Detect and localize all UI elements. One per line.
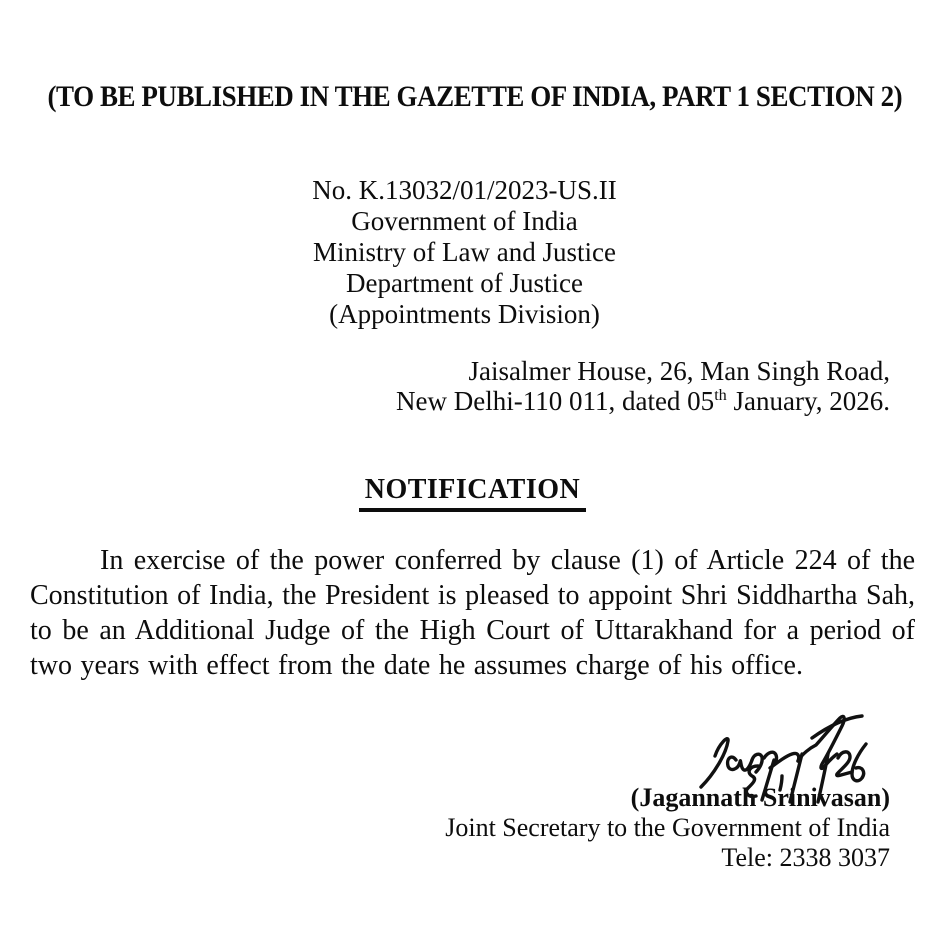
gazette-publish-line-row xyxy=(0,80,945,114)
signatory-name: (Jagannath Srinivasan) xyxy=(630,783,890,812)
city-date-line xyxy=(396,386,890,416)
signature-handwriting-icon xyxy=(690,710,880,805)
notification-heading-row xyxy=(0,474,945,512)
department-line: Department of Justice xyxy=(346,268,583,298)
government-line: Government of India xyxy=(351,206,578,236)
file-number: No. K.13032/01/2023-US.II xyxy=(312,175,617,205)
notification-heading: NOTIFICATION xyxy=(359,474,587,512)
signatory-title: Joint Secretary to the Government of India xyxy=(445,813,890,842)
date-ordinal-superscript: th xyxy=(714,386,727,404)
address-line: Jaisalmer House, 26, Man Singh Road, xyxy=(468,356,890,386)
signatory-telephone: Tele: 2338 3037 xyxy=(721,843,890,872)
appointment-paragraph: In exercise of the power conferred by clause (1) of Article 224 of the Constitution of India, the President is pleased to appoint Shri Siddhartha Sah, to be an Additional Judge of the High Court of Uttarakhand for a period of two years with effect from the date he assumes charge of his office. xyxy=(30,545,915,681)
city-date-suffix: January, 2026. xyxy=(726,386,890,416)
ministry-line: Ministry of Law and Justice xyxy=(313,237,616,267)
gazette-publish-line: (TO BE PUBLISHED IN THE GAZETTE OF INDIA, PART 1 SECTION 2) xyxy=(47,80,903,113)
city-date-prefix: New Delhi-110 011, dated 05 xyxy=(396,386,715,416)
division-line: (Appointments Division) xyxy=(329,299,600,329)
letterhead-block xyxy=(0,175,937,330)
dateline-block xyxy=(396,356,890,416)
